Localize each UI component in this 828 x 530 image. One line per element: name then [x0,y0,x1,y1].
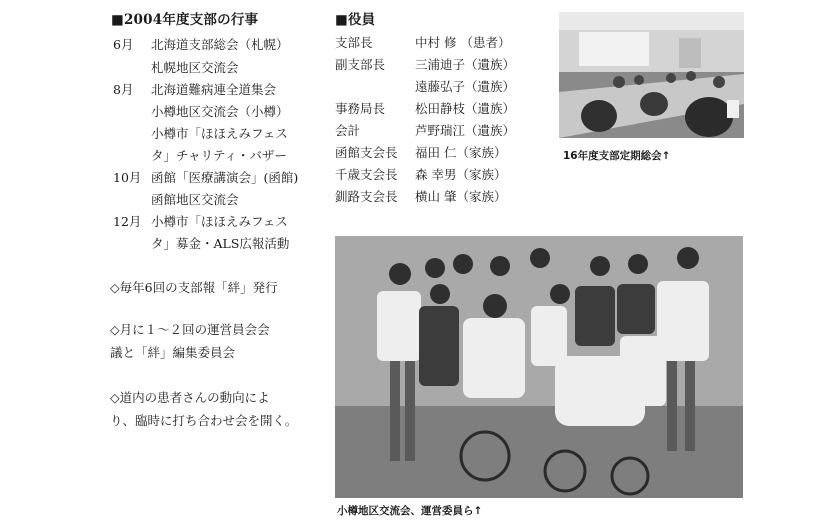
event-line: 函館地区交流会 [151,192,239,207]
event-month: 6月 [113,37,134,52]
officers-heading: ■役員 [335,12,376,28]
event-month: 12月 [113,214,142,229]
officer-role: 千歳支会長 [335,167,398,182]
officer-name: 森 幸男（家族） [415,167,507,182]
officer-name: 芦野瑞江（遺族） [415,123,516,138]
meeting-photo [559,12,744,138]
officer-role: 事務局長 [335,101,386,116]
officer-role: 副支部長 [335,57,386,72]
event-line: 札幌地区交流会 [151,60,239,75]
event-line: 北海道支部総会（札幌） [151,37,289,52]
officer-name: 三浦迪子（遺族） [415,57,516,72]
officer-role: 会計 [335,123,361,138]
event-month: 8月 [113,82,134,97]
note-newsletter: ◇毎年6回の支部報「絆」発行 [110,280,278,295]
event-line: 小樽地区交流会（小樽） [151,104,289,119]
event-line: 小樽市「ほほえみフェス [151,126,288,141]
event-line: 函館「医療講演会」(函館) [151,170,299,185]
events-heading: ■2004年度支部の行事 [111,12,259,28]
officer-name: 中村 修 （患者） [415,35,511,50]
event-line: 小樽市「ほほえみフェス [151,214,288,229]
event-line: 北海道難病連全道集会 [151,82,277,97]
event-line: タ」チャリティ・バザー [151,148,287,163]
officer-role: 函館支会長 [335,145,398,160]
officer-name: 福田 仁（家族） [415,145,507,160]
officer-role: 支部長 [335,35,373,50]
meeting-photo-illustration [559,12,744,138]
meeting-photo-caption: 16年度支部定期総会↑ [563,150,671,162]
event-month: 10月 [113,170,142,185]
group-photo [335,236,743,498]
note-adhoc: ◇道内の患者さんの動向によ [110,390,270,405]
officer-role: 釧路支会長 [335,189,398,204]
note-meetings-2: 議と「絆」編集委員会 [110,345,236,360]
group-photo-illustration [335,236,743,498]
note-adhoc-2: り、臨時に打ち合わせ会を開く。 [110,413,298,428]
officer-name: 横山 肇（家族） [415,189,507,204]
officer-name: 松田静枝（遺族） [415,101,516,116]
event-line: タ」募金・ALS広報活動 [151,236,290,251]
officer-name: 遠藤弘子（遺族） [415,79,516,94]
group-photo-caption: 小樽地区交流会、運営委員ら↑ [337,505,483,517]
note-meetings: ◇月に１～２回の運営員会会 [110,322,270,337]
